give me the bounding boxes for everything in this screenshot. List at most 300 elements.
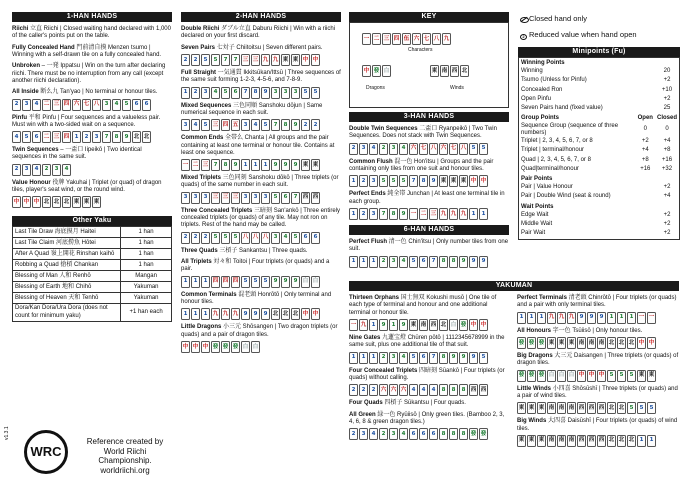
tile: 1 bbox=[349, 208, 358, 220]
six-han-list bbox=[349, 239, 509, 268]
tile-row bbox=[349, 208, 509, 220]
tile: 八 bbox=[92, 99, 101, 111]
tile: 8 bbox=[439, 352, 448, 364]
tile: 北 bbox=[281, 308, 290, 320]
other-yaku-name: Blessing of Man 人和 Renhō bbox=[13, 271, 121, 282]
yaku-title: Fully Concealed Hand bbox=[12, 44, 75, 51]
tile: 6 bbox=[142, 99, 151, 111]
other-yaku-name: Dora/Kan Dora/Ura Dora (does not count for minimum yaku) bbox=[13, 304, 121, 322]
tile: 9 bbox=[379, 319, 388, 331]
yaku-title: Common Ends bbox=[181, 135, 224, 142]
fu-col-open bbox=[636, 174, 655, 183]
tile-row bbox=[181, 119, 341, 131]
tile: 1 bbox=[527, 312, 536, 324]
fu-col-closed bbox=[655, 58, 679, 67]
tile: 白 bbox=[301, 276, 310, 288]
yaku-detail: 一気通貫 Ikkitsūkan/Ittsū | Three sequences of the same suit forming 1-2-3, 4-5-6, and 7-8-9. bbox=[181, 69, 341, 84]
yaku-entry bbox=[517, 328, 679, 349]
yaku-title: Perfect Flush bbox=[349, 238, 388, 245]
tile: 8 bbox=[389, 208, 398, 220]
tile: 9 bbox=[459, 352, 468, 364]
fu-closed-value: 25 bbox=[663, 105, 671, 111]
tile: 發 bbox=[537, 337, 546, 349]
tile: 7 bbox=[409, 175, 418, 187]
tile: 伍 bbox=[402, 33, 411, 45]
tile: 發 bbox=[479, 428, 488, 440]
tile: 南 bbox=[577, 337, 586, 349]
yaku-entry bbox=[517, 353, 679, 382]
yaku-entry bbox=[181, 292, 341, 321]
yaku-entry bbox=[349, 159, 509, 188]
yaku-title: Big Winds bbox=[517, 418, 547, 425]
tile: 2 bbox=[379, 352, 388, 364]
yaku-entry bbox=[181, 324, 341, 353]
tile: 三 bbox=[221, 192, 230, 204]
tile: 一 bbox=[362, 33, 371, 45]
yaku-detail: – 一発 Ippatsu | Win on the turn after declaring riichi. There must be no interruption from any call (except another riichi declaration). bbox=[12, 63, 166, 84]
yaku-detail: 純全帯 Junchan | At least one terminal tile in each group. bbox=[349, 191, 505, 205]
tile: 東 bbox=[449, 175, 458, 187]
tile: 四 bbox=[392, 33, 401, 45]
yaku-detail: 三色同刻 Sanshoku dōkō | Three triplets (or quads) of the same number in each suit. bbox=[181, 175, 339, 189]
tile: 2 bbox=[379, 428, 388, 440]
tile: 6 bbox=[419, 428, 428, 440]
tile: 中 bbox=[22, 196, 31, 208]
yaku-detail: 三色同順 Sanshoku dōjun | Same numerical sequence in each suit. bbox=[181, 102, 323, 116]
tile: 東 bbox=[92, 196, 101, 208]
tile: 東 bbox=[430, 65, 439, 77]
yaku-entry bbox=[181, 70, 341, 99]
key-characters-label: Characters bbox=[408, 47, 433, 53]
tile: 5 bbox=[221, 232, 230, 244]
tile: 六 bbox=[379, 384, 388, 396]
tile: 六 bbox=[72, 99, 81, 111]
tile-row bbox=[517, 312, 679, 324]
yaku-description bbox=[181, 259, 341, 274]
tile: 5 bbox=[311, 87, 320, 99]
tile: 二 bbox=[372, 33, 381, 45]
fu-closed-value: +2 bbox=[663, 184, 671, 191]
tile: 8 bbox=[449, 428, 458, 440]
tile: 東 bbox=[301, 159, 310, 171]
three-han-list bbox=[349, 126, 509, 220]
tile: 南 bbox=[440, 65, 449, 77]
tile: 2 bbox=[82, 131, 91, 143]
minipoints-header: Minipoints (Fu) bbox=[518, 47, 680, 57]
tile: 東 bbox=[311, 159, 320, 171]
tile: 四 bbox=[62, 131, 71, 143]
fu-group-row bbox=[519, 113, 679, 122]
fu-open-value bbox=[636, 67, 655, 76]
tile: 八 bbox=[241, 232, 250, 244]
fu-group-title: Winning Points bbox=[521, 60, 565, 66]
tile: 西 bbox=[429, 319, 438, 331]
tile: 5 bbox=[379, 175, 388, 187]
tile: 7 bbox=[231, 54, 240, 66]
tile: 1 bbox=[201, 276, 210, 288]
fu-col-closed bbox=[655, 174, 679, 183]
fu-label: Open Pinfu bbox=[521, 95, 552, 102]
fu-open-value: +16 bbox=[640, 165, 651, 172]
yaku-entry bbox=[12, 26, 172, 41]
version-label: v1.3.1 bbox=[4, 426, 10, 440]
other-yaku-header: Other Yaku bbox=[12, 216, 172, 226]
fu-label: Pair | Value Honour bbox=[521, 184, 573, 191]
tile: 九 bbox=[459, 208, 468, 220]
other-yaku-row bbox=[13, 304, 172, 322]
tile: 5 bbox=[251, 276, 260, 288]
other-yaku-value: Yakuman bbox=[121, 293, 172, 304]
tile: 中 bbox=[479, 175, 488, 187]
tile: 中 bbox=[587, 370, 596, 382]
fu-label: Pair Wait bbox=[521, 230, 546, 237]
yaku-detail: 四槓子 Sūkantsu | Four quads. bbox=[382, 400, 466, 407]
yakuman-section bbox=[349, 281, 679, 447]
tile: 2 bbox=[301, 119, 310, 131]
tile-row bbox=[181, 232, 341, 244]
yaku-title: Big Dragons bbox=[517, 352, 553, 359]
yaku-detail: 門前清自摸 Menzen tsumo | Winning with a self-drawn tile on a fully concealed hand. bbox=[12, 44, 162, 58]
tile-row bbox=[349, 175, 509, 187]
fu-open-value bbox=[636, 211, 655, 220]
fu-row bbox=[519, 192, 679, 201]
tile: 3 bbox=[22, 99, 31, 111]
yaku-detail: – 一盃口 Iipeikō | Two identical sequences in the same suit. bbox=[12, 147, 142, 161]
tile: 2 bbox=[181, 54, 190, 66]
tile: 七 bbox=[82, 99, 91, 111]
tile: 7 bbox=[291, 192, 300, 204]
tile: 北 bbox=[439, 319, 448, 331]
tile: 東 bbox=[281, 54, 290, 66]
minipoints-box bbox=[518, 57, 680, 240]
tile-row bbox=[12, 164, 172, 176]
yaku-title: Perfect Terminals bbox=[517, 295, 567, 301]
tile: 東 bbox=[547, 337, 556, 349]
tile: 九 bbox=[557, 312, 566, 324]
tile: 3 bbox=[389, 428, 398, 440]
yaku-detail: 清一色 Chin'itsu | Only number tiles from one suit. bbox=[349, 238, 509, 253]
tile: 8 bbox=[419, 175, 428, 187]
legend-closed bbox=[520, 14, 587, 23]
tile: 發 bbox=[527, 370, 536, 382]
wrc-logo bbox=[24, 430, 68, 474]
tile: 8 bbox=[112, 131, 121, 143]
tile: 南 bbox=[567, 402, 576, 414]
tile: 4 bbox=[251, 119, 260, 131]
yaku-title: Double Riichi bbox=[181, 26, 220, 32]
tile: 三 bbox=[241, 54, 250, 66]
fu-row bbox=[519, 104, 679, 113]
tile-row bbox=[517, 370, 679, 382]
yaku-detail: 二盃口 Ryanpeikō | Two Twin Sequences. Does not stack with Twin Sequences. bbox=[349, 126, 497, 140]
tile: 5 bbox=[617, 370, 626, 382]
key-winds bbox=[430, 65, 469, 77]
yaku-title: All Honours bbox=[517, 327, 551, 334]
fu-closed-value: +16 bbox=[661, 156, 673, 163]
tile-row bbox=[181, 192, 341, 204]
tile: 9 bbox=[459, 256, 468, 268]
tile: 5 bbox=[607, 370, 616, 382]
tile: 9 bbox=[399, 319, 408, 331]
tile: 中 bbox=[12, 196, 21, 208]
yaku-description bbox=[517, 418, 679, 433]
tile: 中 bbox=[577, 370, 586, 382]
tile: 西 bbox=[301, 192, 310, 204]
tile: 8 bbox=[459, 428, 468, 440]
tile: 三 bbox=[211, 192, 220, 204]
two-han-header: 2-HAN HANDS bbox=[181, 12, 341, 22]
fu-open-value: +2 bbox=[641, 138, 649, 145]
tile: 4 bbox=[399, 256, 408, 268]
tile: 5 bbox=[479, 143, 488, 155]
tile: 3 bbox=[201, 87, 210, 99]
tile: 北 bbox=[62, 196, 71, 208]
tile: 4 bbox=[32, 164, 41, 176]
tile: 4 bbox=[369, 428, 378, 440]
tile: 1 bbox=[251, 159, 260, 171]
fu-col-closed bbox=[655, 202, 679, 211]
tile: 三 bbox=[429, 208, 438, 220]
yaku-description bbox=[12, 45, 172, 60]
fu-open-value: 0 bbox=[643, 126, 647, 133]
tile: 二 bbox=[191, 159, 200, 171]
other-yaku-name: Last Tile Draw 海底摸月 Haitei bbox=[13, 227, 121, 238]
fu-closed-value: +2 bbox=[663, 211, 671, 218]
yaku-detail: 混老頭 Honrōtō | Only terminal and honour tiles. bbox=[181, 291, 332, 305]
tile: 東 bbox=[459, 175, 468, 187]
reduced-value-icon: 2 bbox=[520, 34, 527, 40]
tile: 中 bbox=[311, 308, 320, 320]
yaku-description bbox=[12, 180, 172, 195]
fu-closed-value: +8 bbox=[663, 147, 671, 154]
tile: 六 bbox=[409, 143, 418, 155]
tile: 一 bbox=[349, 319, 358, 331]
tile: 8 bbox=[221, 159, 230, 171]
yaku-title: Double Twin Sequences bbox=[349, 126, 418, 132]
tile: 白 bbox=[557, 370, 566, 382]
tile: 5 bbox=[291, 232, 300, 244]
tile: 東 bbox=[409, 319, 418, 331]
tile: 發 bbox=[221, 341, 230, 353]
fu-open-value bbox=[636, 192, 655, 201]
tile: 四 bbox=[62, 99, 71, 111]
yaku-description bbox=[12, 89, 172, 96]
yaku-description bbox=[349, 400, 509, 407]
tile: 3 bbox=[291, 87, 300, 99]
tile: 1 bbox=[181, 276, 190, 288]
tile: 2 bbox=[349, 384, 358, 396]
yaku-description bbox=[349, 126, 509, 141]
six-han-header: 6-HAN HANDS bbox=[349, 225, 509, 235]
tile: 1 bbox=[617, 312, 626, 324]
yaku-detail: 混一色 Hon'itsu | Groups and the pair containing only tiles from one suit and honour tiles. bbox=[349, 158, 494, 172]
tile: 9 bbox=[261, 308, 270, 320]
fu-row bbox=[519, 137, 679, 146]
yaku-description bbox=[181, 26, 341, 41]
tile: 6 bbox=[409, 428, 418, 440]
fu-row bbox=[519, 67, 679, 76]
fu-col-open bbox=[636, 202, 655, 211]
tile-row bbox=[181, 341, 341, 353]
tile: 5 bbox=[479, 352, 488, 364]
tile: 西 bbox=[597, 402, 606, 414]
yaku-description bbox=[517, 386, 679, 401]
tile: 西 bbox=[597, 435, 606, 447]
fu-open-value: +4 bbox=[641, 147, 649, 154]
tile: 6 bbox=[32, 131, 41, 143]
fu-row bbox=[519, 95, 679, 104]
other-yaku-row bbox=[13, 293, 172, 304]
fu-open-value bbox=[636, 183, 655, 192]
yaku-detail: 大三元 Daisangen | Three triplets (or quads) of dragon tiles. bbox=[517, 352, 679, 367]
yaku-description bbox=[181, 175, 341, 190]
tile: 二 bbox=[42, 99, 51, 111]
tile: 中 bbox=[181, 341, 190, 353]
yaku-title: Little Dragons bbox=[181, 324, 222, 331]
yaku-entry bbox=[349, 191, 509, 220]
tile: 9 bbox=[399, 208, 408, 220]
tile: 4 bbox=[62, 164, 71, 176]
tile: 9 bbox=[469, 256, 478, 268]
other-yaku-name: Blessing of Earth 地和 Chihō bbox=[13, 282, 121, 293]
other-yaku-row bbox=[13, 227, 172, 238]
other-yaku-row bbox=[13, 282, 172, 293]
tile: 西 bbox=[587, 435, 596, 447]
tile-row bbox=[12, 131, 172, 143]
tile: 7 bbox=[379, 208, 388, 220]
tile: 發 bbox=[211, 341, 220, 353]
tile: 7 bbox=[211, 159, 220, 171]
tile: 西 bbox=[577, 435, 586, 447]
yakuman-right-list bbox=[517, 291, 679, 447]
tile: 9 bbox=[291, 119, 300, 131]
tile: 九 bbox=[261, 54, 270, 66]
yaku-title: Three Concealed Triplets bbox=[181, 207, 253, 214]
fu-closed-value: +2 bbox=[663, 77, 671, 84]
tile: 9 bbox=[241, 308, 250, 320]
tile: 東 bbox=[527, 435, 536, 447]
tile: 2 bbox=[191, 232, 200, 244]
tile: 6 bbox=[132, 99, 141, 111]
tile: 8 bbox=[449, 384, 458, 396]
other-yaku-table bbox=[12, 226, 172, 322]
yaku-description bbox=[181, 292, 341, 307]
yaku-entry bbox=[12, 115, 172, 144]
yaku-entry bbox=[12, 63, 172, 85]
fu-closed-value: +2 bbox=[663, 230, 671, 237]
tile: 1 bbox=[359, 352, 368, 364]
tile: 6 bbox=[311, 232, 320, 244]
tile: 4 bbox=[419, 384, 428, 396]
tile: 2 bbox=[12, 164, 21, 176]
tile-row bbox=[349, 256, 509, 268]
tile: 3 bbox=[369, 175, 378, 187]
tile: 白 bbox=[241, 341, 250, 353]
tile: 1 bbox=[359, 256, 368, 268]
tile: 東 bbox=[72, 196, 81, 208]
tile: 5 bbox=[647, 402, 656, 414]
tile: 二 bbox=[42, 131, 51, 143]
tile: 5 bbox=[399, 175, 408, 187]
tile: 北 bbox=[617, 337, 626, 349]
tile: 1 bbox=[191, 276, 200, 288]
tile: 九 bbox=[449, 208, 458, 220]
tile: 1 bbox=[181, 87, 190, 99]
tile: 1 bbox=[369, 352, 378, 364]
tile: 3 bbox=[241, 119, 250, 131]
tile: 六 bbox=[439, 143, 448, 155]
tile: 1 bbox=[261, 159, 270, 171]
tile: 5 bbox=[627, 370, 636, 382]
yaku-title: Perfect Ends bbox=[349, 191, 386, 198]
tile: 三 bbox=[52, 131, 61, 143]
tile: 八 bbox=[261, 232, 270, 244]
tile: 中 bbox=[191, 341, 200, 353]
tile: 1 bbox=[517, 312, 526, 324]
tile: 六 bbox=[399, 384, 408, 396]
tile-row bbox=[349, 319, 509, 331]
tile: 8 bbox=[439, 384, 448, 396]
tile: 西 bbox=[450, 65, 459, 77]
tile: 發 bbox=[231, 341, 240, 353]
tile: 9 bbox=[261, 87, 270, 99]
tile: 西 bbox=[469, 384, 478, 396]
tile: 九 bbox=[567, 312, 576, 324]
tile: 白 bbox=[251, 341, 260, 353]
tile: 3 bbox=[181, 192, 190, 204]
fu-closed-value: +32 bbox=[661, 165, 673, 172]
tile: 中 bbox=[362, 65, 371, 77]
tile: 南 bbox=[547, 402, 556, 414]
yaku-title: Common Flush bbox=[349, 158, 393, 165]
tile: 發 bbox=[469, 428, 478, 440]
tile: 三 bbox=[231, 192, 240, 204]
fu-label: Seven Pairs hand (fixed value) bbox=[521, 105, 603, 111]
fu-label: Tsumo (Unless for Pinfu) bbox=[521, 77, 587, 84]
fu-group-title: Pair Points bbox=[521, 175, 553, 182]
yaku-entry bbox=[517, 418, 679, 447]
key-header: KEY bbox=[349, 12, 509, 22]
tile: 北 bbox=[607, 402, 616, 414]
tile: 東 bbox=[517, 402, 526, 414]
tile: 3 bbox=[271, 87, 280, 99]
yaku-entry bbox=[181, 103, 341, 132]
other-yaku-row bbox=[13, 260, 172, 271]
fu-closed-value: +4 bbox=[663, 138, 671, 145]
tile: 5 bbox=[409, 352, 418, 364]
tile-row bbox=[349, 428, 509, 440]
tile: 3 bbox=[359, 143, 368, 155]
tile-row bbox=[517, 337, 679, 349]
tile: 6 bbox=[419, 352, 428, 364]
tile: 1 bbox=[637, 435, 646, 447]
fu-label: Triplet | 2, 3, 4, 5, 6, 7, or 8 bbox=[521, 138, 593, 145]
tile: 5 bbox=[469, 143, 478, 155]
key-winds-label: Winds bbox=[450, 85, 464, 91]
tile: 9 bbox=[271, 159, 280, 171]
tile: 3 bbox=[22, 164, 31, 176]
tile: 四 bbox=[221, 276, 230, 288]
yaku-entry bbox=[181, 135, 341, 171]
tile: 東 bbox=[557, 337, 566, 349]
tile: 4 bbox=[369, 143, 378, 155]
tile: 2 bbox=[359, 208, 368, 220]
tile: 中 bbox=[647, 337, 656, 349]
fu-row bbox=[519, 220, 679, 229]
tile: 南 bbox=[557, 402, 566, 414]
tile: 1 bbox=[647, 435, 656, 447]
yaku-title: Four Concealed Triplets bbox=[349, 367, 418, 374]
